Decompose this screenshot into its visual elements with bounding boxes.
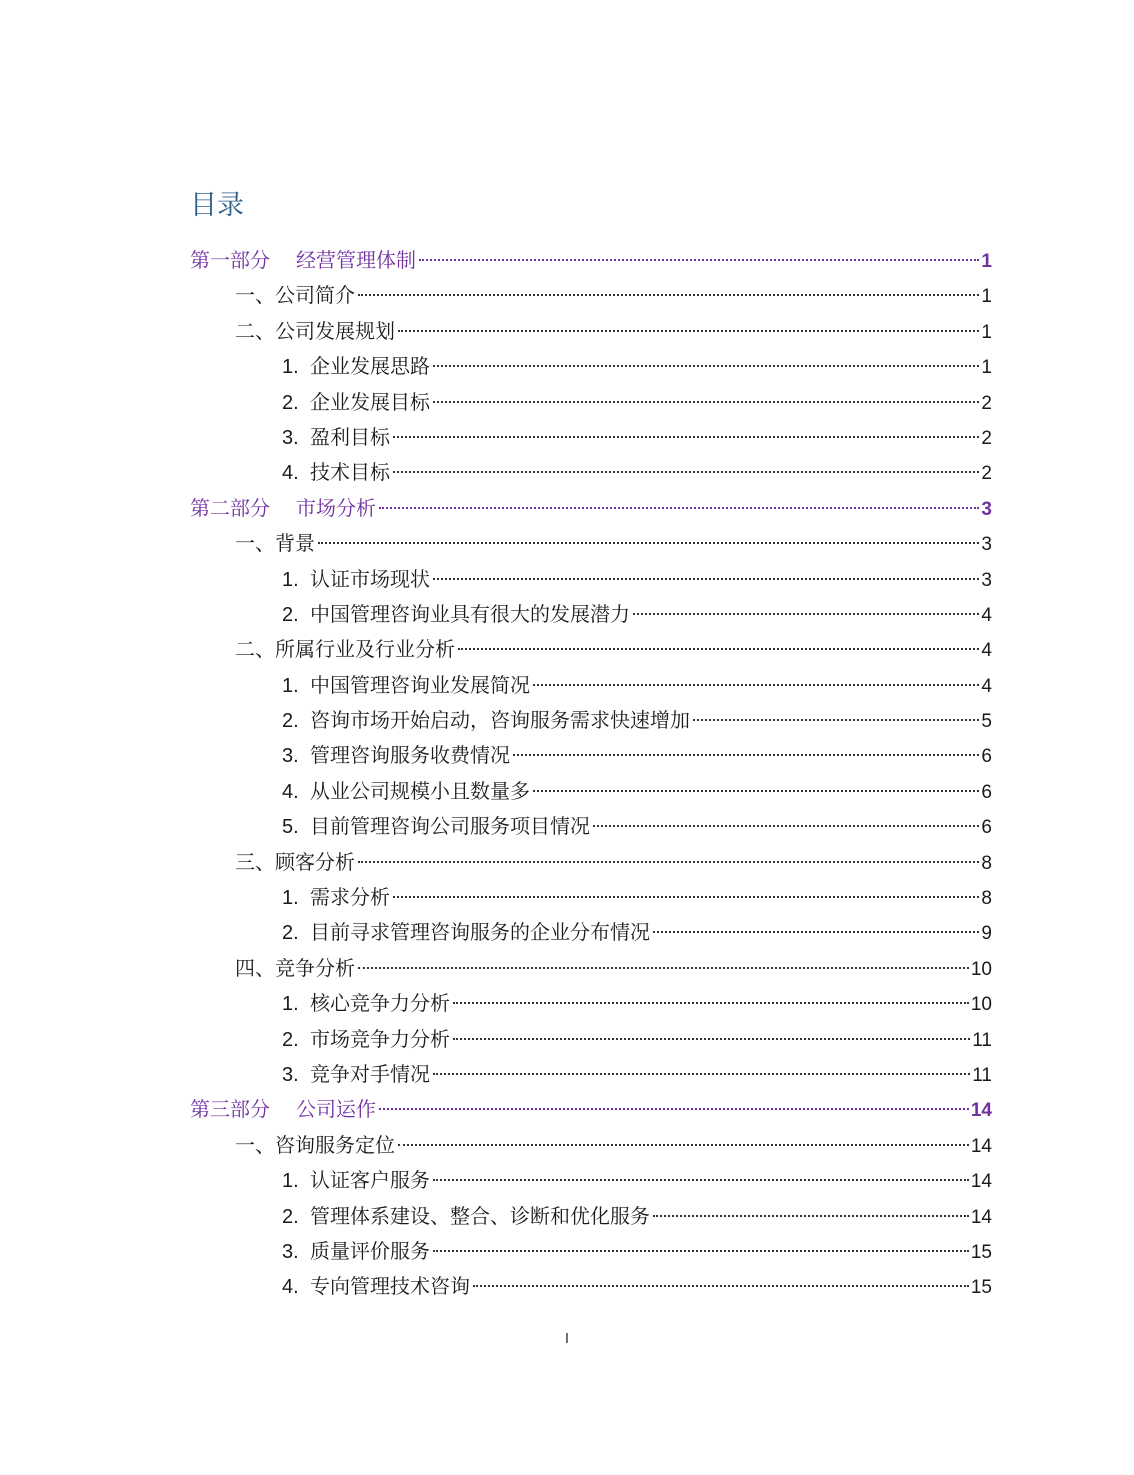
- toc-page-number: 9: [981, 923, 992, 945]
- toc-section-entry[interactable]: [190, 951, 992, 986]
- toc-entry-text: [310, 915, 650, 950]
- page-footer-number: I: [564, 1330, 570, 1347]
- toc-page-number: 6: [981, 781, 992, 803]
- toc-entry-subtitle: 公司运作: [296, 1097, 376, 1122]
- toc-page-number: 8: [981, 888, 992, 910]
- toc-section-entry[interactable]: [190, 278, 992, 313]
- toc-entry-text: [310, 562, 430, 597]
- toc-entry-number: 3.: [282, 1240, 299, 1263]
- toc-page-number: 3: [981, 498, 992, 520]
- toc-dot-leader: [433, 1073, 970, 1075]
- toc-entry-text: [235, 314, 395, 349]
- toc-page-number: 15: [970, 1241, 992, 1263]
- toc-entry-text: [190, 1092, 376, 1127]
- toc-subsection-entry[interactable]: [190, 986, 992, 1021]
- toc-dot-leader: [653, 931, 979, 933]
- toc-entry-text: [235, 1128, 395, 1163]
- toc-entry-label: 竞争对手情况: [310, 1061, 430, 1086]
- toc-entry-label: 认证客户服务: [310, 1168, 430, 1193]
- toc-dot-leader: [358, 294, 979, 296]
- toc-entry-label: 市场竞争力分析: [310, 1026, 450, 1051]
- toc-subsection-entry[interactable]: [190, 1234, 992, 1269]
- toc-entry-text: [310, 1057, 430, 1092]
- toc-list: [190, 243, 992, 1305]
- toc-subsection-entry[interactable]: [190, 1057, 992, 1092]
- toc-page-number: 4: [981, 604, 992, 626]
- toc-page-number: 1: [981, 321, 992, 343]
- toc-entry-text: [235, 632, 455, 667]
- toc-page-number: 8: [981, 852, 992, 874]
- toc-dot-leader: [433, 1179, 969, 1181]
- toc-entry-text: [310, 809, 590, 844]
- toc-entry-label: 核心竞争力分析: [310, 991, 450, 1016]
- toc-page-number: 15: [970, 1277, 992, 1299]
- toc-entry-label: 三、顾客分析: [235, 849, 355, 874]
- toc-entry-label: 一、背景: [235, 531, 315, 556]
- toc-dot-leader: [393, 436, 979, 438]
- toc-entry-text: [310, 597, 630, 632]
- toc-subsection-entry[interactable]: [190, 562, 992, 597]
- toc-entry-number: 3.: [282, 1063, 299, 1086]
- toc-entry-label: 盈利目标: [310, 424, 390, 449]
- toc-entry-number: 2.: [282, 1028, 299, 1051]
- toc-dot-leader: [398, 330, 979, 332]
- toc-page-number: 14: [970, 1206, 992, 1228]
- toc-entry-label: 第一部分: [190, 248, 270, 272]
- toc-part-entry[interactable]: [190, 491, 992, 526]
- toc-dot-leader: [379, 507, 979, 509]
- toc-page-number: 11: [972, 1029, 992, 1051]
- toc-dot-leader: [419, 259, 979, 261]
- toc-page-number: 14: [970, 1171, 992, 1193]
- toc-entry-text: [310, 668, 530, 703]
- toc-subsection-entry[interactable]: [190, 420, 992, 455]
- toc-subsection-entry[interactable]: [190, 915, 992, 950]
- toc-entry-subtitle: 市场分析: [296, 495, 376, 520]
- toc-dot-leader: [593, 825, 979, 827]
- toc-entry-label: 目前管理咨询公司服务项目情况: [310, 814, 590, 839]
- toc-dot-leader: [379, 1108, 969, 1110]
- toc-page-number: 10: [970, 994, 992, 1016]
- toc-subsection-entry[interactable]: [190, 597, 992, 632]
- toc-section-entry[interactable]: [190, 314, 992, 349]
- toc-dot-leader: [633, 613, 979, 615]
- toc-entry-text: [310, 880, 390, 915]
- toc-part-entry[interactable]: [190, 1092, 992, 1127]
- toc-subsection-entry[interactable]: [190, 1022, 992, 1057]
- toc-entry-label: 中国管理咨询业发展简况: [310, 672, 530, 697]
- toc-page-number: 6: [981, 817, 992, 839]
- toc-entry-text: [190, 491, 376, 526]
- toc-dot-leader: [453, 1002, 969, 1004]
- toc-entry-text: [310, 349, 430, 384]
- toc-entry-label: 质量评价服务: [310, 1238, 430, 1263]
- toc-page-number: 6: [981, 746, 992, 768]
- toc-dot-leader: [398, 1144, 969, 1146]
- toc-entry-label: 目前寻求管理咨询服务的企业分布情况: [310, 920, 650, 945]
- toc-subsection-entry[interactable]: [190, 1269, 992, 1304]
- toc-entry-text: [310, 385, 430, 420]
- toc-subsection-entry[interactable]: [190, 455, 992, 490]
- toc-part-entry[interactable]: [190, 243, 992, 278]
- toc-entry-number: 1.: [282, 356, 299, 379]
- toc-page-number: 5: [981, 711, 992, 733]
- toc-entry-number: 1.: [282, 568, 299, 591]
- toc-entry-text: [310, 986, 450, 1021]
- toc-dot-leader: [653, 1215, 969, 1217]
- toc-dot-leader: [693, 719, 979, 721]
- toc-entry-text: [310, 1199, 650, 1234]
- toc-entry-label: 从业公司规模小且数量多: [310, 778, 530, 803]
- toc-dot-leader: [358, 861, 979, 863]
- toc-section-entry[interactable]: [190, 845, 992, 880]
- toc-entry-text: [310, 420, 390, 455]
- toc-page-number: 1: [981, 251, 992, 272]
- toc-entry-number: 1.: [282, 674, 299, 697]
- toc-entry-text: [235, 951, 355, 986]
- toc-entry-label: 四、竞争分析: [235, 955, 355, 980]
- toc-entry-number: 2.: [282, 1205, 299, 1228]
- toc-entry-number: 2.: [282, 922, 299, 945]
- toc-entry-label: 一、咨询服务定位: [235, 1132, 395, 1157]
- toc-entry-number: 2.: [282, 710, 299, 733]
- toc-dot-leader: [458, 648, 979, 650]
- toc-entry-number: 3.: [282, 745, 299, 768]
- toc-entry-number: 2.: [282, 603, 299, 626]
- toc-dot-leader: [318, 542, 979, 544]
- toc-entry-label: 一、公司简介: [235, 283, 355, 308]
- toc-entry-label: 二、所属行业及行业分析: [235, 637, 455, 662]
- toc-page-number: 11: [972, 1064, 992, 1086]
- toc-page-number: 2: [981, 392, 992, 414]
- toc-entry-number: 1.: [282, 887, 299, 910]
- toc-entry-label: 企业发展目标: [310, 389, 430, 414]
- toc-subsection-entry[interactable]: [190, 1199, 992, 1234]
- toc-subsection-entry[interactable]: [190, 1163, 992, 1198]
- toc-entry-label: 需求分析: [310, 885, 390, 910]
- toc-dot-leader: [533, 790, 979, 792]
- toc-entry-text: [310, 1234, 430, 1269]
- toc-entry-label: 专向管理技术咨询: [310, 1274, 470, 1299]
- toc-section-entry[interactable]: [190, 1128, 992, 1163]
- toc-entry-text: [310, 455, 390, 490]
- toc-subsection-entry[interactable]: [190, 809, 992, 844]
- toc-page-number: 10: [970, 958, 992, 980]
- toc-entry-text: [310, 703, 690, 738]
- toc-dot-leader: [433, 401, 979, 403]
- toc-page-number: 14: [970, 1135, 992, 1157]
- toc-entry-label: 咨询市场开始启动，咨询服务需求快速增加: [310, 708, 690, 733]
- toc-subsection-entry[interactable]: [190, 738, 992, 773]
- toc-entry-label: 管理体系建设、整合、诊断和优化服务: [310, 1203, 650, 1228]
- toc-page-number: 3: [981, 534, 992, 556]
- toc-subsection-entry[interactable]: [190, 385, 992, 420]
- toc-entry-label: 中国管理咨询业具有很大的发展潜力: [310, 601, 630, 626]
- toc-page-number: 1: [981, 286, 992, 308]
- toc-subsection-entry[interactable]: [190, 668, 992, 703]
- toc-entry-number: 1.: [282, 993, 299, 1016]
- toc-entry-text: [310, 1269, 470, 1304]
- toc-entry-label: 第三部分: [190, 1097, 270, 1122]
- toc-section-entry[interactable]: [190, 526, 992, 561]
- toc-dot-leader: [393, 896, 979, 898]
- toc-subsection-entry[interactable]: [190, 880, 992, 915]
- toc-page-number: 2: [981, 463, 992, 485]
- toc-dot-leader: [513, 754, 979, 756]
- toc-entry-text: [190, 243, 416, 278]
- toc-dot-leader: [393, 471, 979, 473]
- toc-entry-number: 3.: [282, 426, 299, 449]
- toc-entry-number: 4.: [282, 780, 299, 803]
- toc-dot-leader: [433, 578, 979, 580]
- toc-subsection-entry[interactable]: [190, 703, 992, 738]
- toc-dot-leader: [433, 1250, 969, 1252]
- toc-entry-label: 第二部分: [190, 495, 270, 520]
- toc-entry-label: 管理咨询服务收费情况: [310, 743, 510, 768]
- toc-entry-label: 技术目标: [310, 460, 390, 485]
- toc-entry-label: 二、公司发展规划: [235, 318, 395, 343]
- toc-entry-label: 企业发展思路: [310, 354, 430, 379]
- toc-entry-label: 认证市场现状: [310, 566, 430, 591]
- toc-dot-leader: [453, 1038, 970, 1040]
- toc-page-number: 2: [981, 427, 992, 449]
- toc-entry-text: [310, 774, 530, 809]
- toc-dot-leader: [433, 365, 979, 367]
- toc-entry-text: [310, 1022, 450, 1057]
- toc-entry-number: 4.: [282, 1276, 299, 1299]
- toc-dot-leader: [533, 684, 979, 686]
- toc-entry-number: 4.: [282, 462, 299, 485]
- toc-page-number: 4: [981, 640, 992, 662]
- toc-entry-subtitle: 经营管理体制: [296, 248, 416, 272]
- toc-entry-text: [235, 845, 355, 880]
- toc-section-entry[interactable]: [190, 632, 992, 667]
- toc-entry-text: [310, 1163, 430, 1198]
- toc-dot-leader: [358, 967, 969, 969]
- toc-entry-number: 5.: [282, 816, 299, 839]
- toc-page-number: 14: [970, 1100, 992, 1122]
- toc-entry-number: 1.: [282, 1170, 299, 1193]
- toc-entry-text: [235, 278, 355, 313]
- toc-entry-number: 2.: [282, 391, 299, 414]
- toc-entry-text: [235, 526, 315, 561]
- toc-dot-leader: [473, 1285, 969, 1287]
- toc-subsection-entry[interactable]: [190, 774, 992, 809]
- toc-title: 目录: [190, 190, 244, 221]
- toc-subsection-entry[interactable]: [190, 349, 992, 384]
- toc-entry-text: [310, 738, 510, 773]
- toc-page-number: 1: [981, 357, 992, 379]
- toc-page-number: 4: [981, 675, 992, 697]
- toc-page-number: 3: [981, 569, 992, 591]
